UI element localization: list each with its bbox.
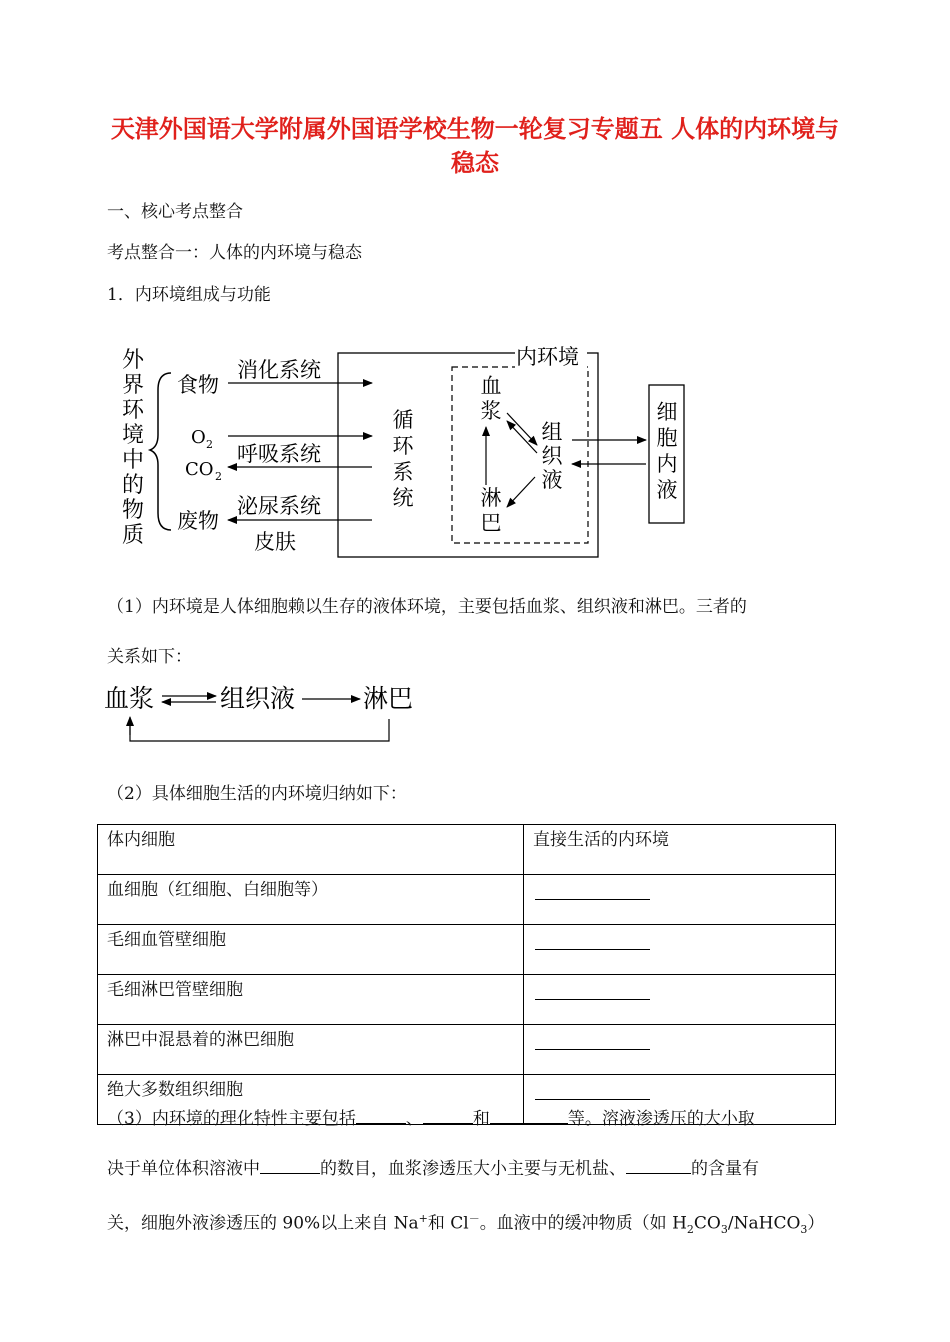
plasma-to-tissue-arrow [507, 413, 537, 445]
outer-label-char: 的 [121, 473, 145, 498]
table-header-cell: 直接生活的内环境 [524, 825, 836, 875]
superscript: + [418, 1212, 428, 1225]
outer-label-char: 界 [121, 373, 145, 398]
answer-blank[interactable] [356, 1105, 406, 1124]
urinary-system-label: 泌尿系统 [237, 494, 321, 518]
text-span: 、 [405, 1109, 423, 1129]
outer-label-char: 质 [121, 523, 145, 548]
paragraph-2: （2）具体细胞生活的内环境归纳如下： [107, 784, 407, 804]
subscript: 2 [686, 1223, 694, 1237]
table-cell: 绝大多数组织细胞 [98, 1075, 524, 1125]
answer-blank[interactable] [535, 983, 650, 1000]
answer-blank[interactable] [423, 1105, 473, 1124]
table-cell [524, 875, 836, 925]
digestive-system-label: 消化系统 [237, 358, 321, 382]
o2-label: O [191, 427, 206, 448]
co2-label: CO [185, 459, 214, 480]
intracellular-char: 内 [656, 452, 678, 476]
answer-blank[interactable] [535, 1033, 650, 1050]
paragraph-3 [107, 1094, 845, 1255]
text-span: ） [807, 1213, 825, 1234]
tissue-fluid-char: 液 [541, 468, 563, 492]
text-span: 决于单位体积溶液中 [107, 1159, 260, 1179]
intracellular-char: 液 [656, 478, 678, 502]
text-span: 和 Cl [427, 1213, 469, 1234]
table-cell: 毛细淋巴管壁细胞 [98, 975, 524, 1025]
paragraph-3-line-2 [107, 1144, 845, 1194]
text-span: CO [693, 1213, 721, 1234]
tissue-fluid-char: 织 [541, 444, 563, 468]
page-title: 天津外国语大学附属外国语学校生物一轮复习专题五 人体的内环境与稳态 [110, 114, 840, 177]
intracellular-char: 胞 [656, 426, 678, 450]
paragraph-3-line-1 [107, 1094, 845, 1144]
subscript: 3 [720, 1223, 728, 1237]
table-header-cell: 体内细胞 [98, 825, 524, 875]
internal-environment-label: 内环境 [516, 345, 579, 369]
relation-plasma: 血浆 [104, 684, 155, 713]
item-heading: 1．内环境组成与功能 [107, 285, 271, 305]
text-span: 关，细胞外液渗透压的 90%以上来自 Na [107, 1213, 419, 1234]
waste-label: 废物 [177, 509, 219, 533]
table-row [98, 975, 836, 1025]
outer-label-char: 物 [121, 498, 145, 523]
table-cell: 毛细血管壁细胞 [98, 925, 524, 975]
paragraph-3-line-3 [107, 1194, 845, 1255]
table-cell [524, 1025, 836, 1075]
tissue-to-plasma-arrow [507, 421, 537, 453]
outer-label-char: 境 [121, 423, 145, 448]
plasma-char: 浆 [480, 399, 502, 423]
lymph-char: 淋 [480, 486, 502, 510]
text-span: 的数目，血浆渗透压大小主要与无机盐、 [320, 1159, 626, 1179]
topic-heading: 考点整合一：人体的内环境与稳态 [107, 243, 362, 263]
text-span: （3）内环境的理化特性主要包括 [107, 1109, 356, 1129]
plasma-char: 血 [480, 374, 502, 398]
tissue-fluid-char: 组 [541, 420, 563, 444]
text-span: 和 [472, 1109, 490, 1129]
table-header-row [98, 825, 836, 875]
lymph-char: 巴 [480, 511, 502, 535]
answer-blank[interactable] [535, 933, 650, 950]
text-span: 的含量有 [691, 1159, 759, 1179]
circulation-char: 环 [392, 434, 414, 458]
co2-subscript: 2 [215, 470, 222, 483]
skin-label: 皮肤 [254, 530, 296, 554]
relation-lymph: 淋巴 [363, 684, 414, 713]
tissue-to-lymph-arrow [507, 477, 535, 507]
superscript: － [468, 1212, 480, 1225]
fluid-relation-diagram [0, 675, 950, 750]
food-label: 食物 [177, 373, 219, 397]
intracellular-char: 细 [656, 400, 678, 424]
table-cell [524, 925, 836, 975]
paragraph-1-line-1: （1）内环境是人体细胞赖以生存的液体环境，主要包括血浆、组织液和淋巴。三者的 [107, 597, 747, 617]
outer-label-char: 环 [121, 398, 145, 423]
table-row [98, 875, 836, 925]
o2-subscript: 2 [206, 438, 213, 451]
brace [150, 373, 171, 530]
outer-label-char: 外 [121, 348, 145, 373]
cell-environment-table [97, 824, 836, 1125]
table-cell: 血细胞（红细胞、白细胞等） [98, 875, 524, 925]
respiratory-system-label: 呼吸系统 [237, 442, 321, 466]
outer-label-char: 中 [121, 448, 145, 473]
internal-environment-box [452, 367, 588, 543]
relation-tissue-fluid: 组织液 [220, 684, 296, 713]
text-span: 。血液中的缓冲物质（如 H [479, 1213, 687, 1234]
table-cell: 淋巴中混悬着的淋巴细胞 [98, 1025, 524, 1075]
circulation-char: 系 [392, 460, 414, 484]
answer-blank[interactable] [626, 1155, 691, 1174]
answer-blank[interactable] [535, 883, 650, 900]
table-cell [524, 975, 836, 1025]
circulation-char: 统 [392, 486, 414, 510]
table-row [98, 1025, 836, 1075]
internal-environment-diagram [0, 335, 950, 570]
answer-blank[interactable] [490, 1105, 568, 1124]
section-heading: 一、核心考点整合 [107, 202, 243, 222]
circulation-char: 循 [392, 408, 414, 432]
text-span: /NaHCO [727, 1213, 801, 1234]
answer-blank[interactable] [260, 1155, 320, 1174]
paragraph-1-line-2: 关系如下： [107, 647, 192, 667]
text-span: 等。溶液渗透压的大小取 [567, 1109, 755, 1129]
subscript: 3 [800, 1223, 808, 1237]
table-row [98, 925, 836, 975]
